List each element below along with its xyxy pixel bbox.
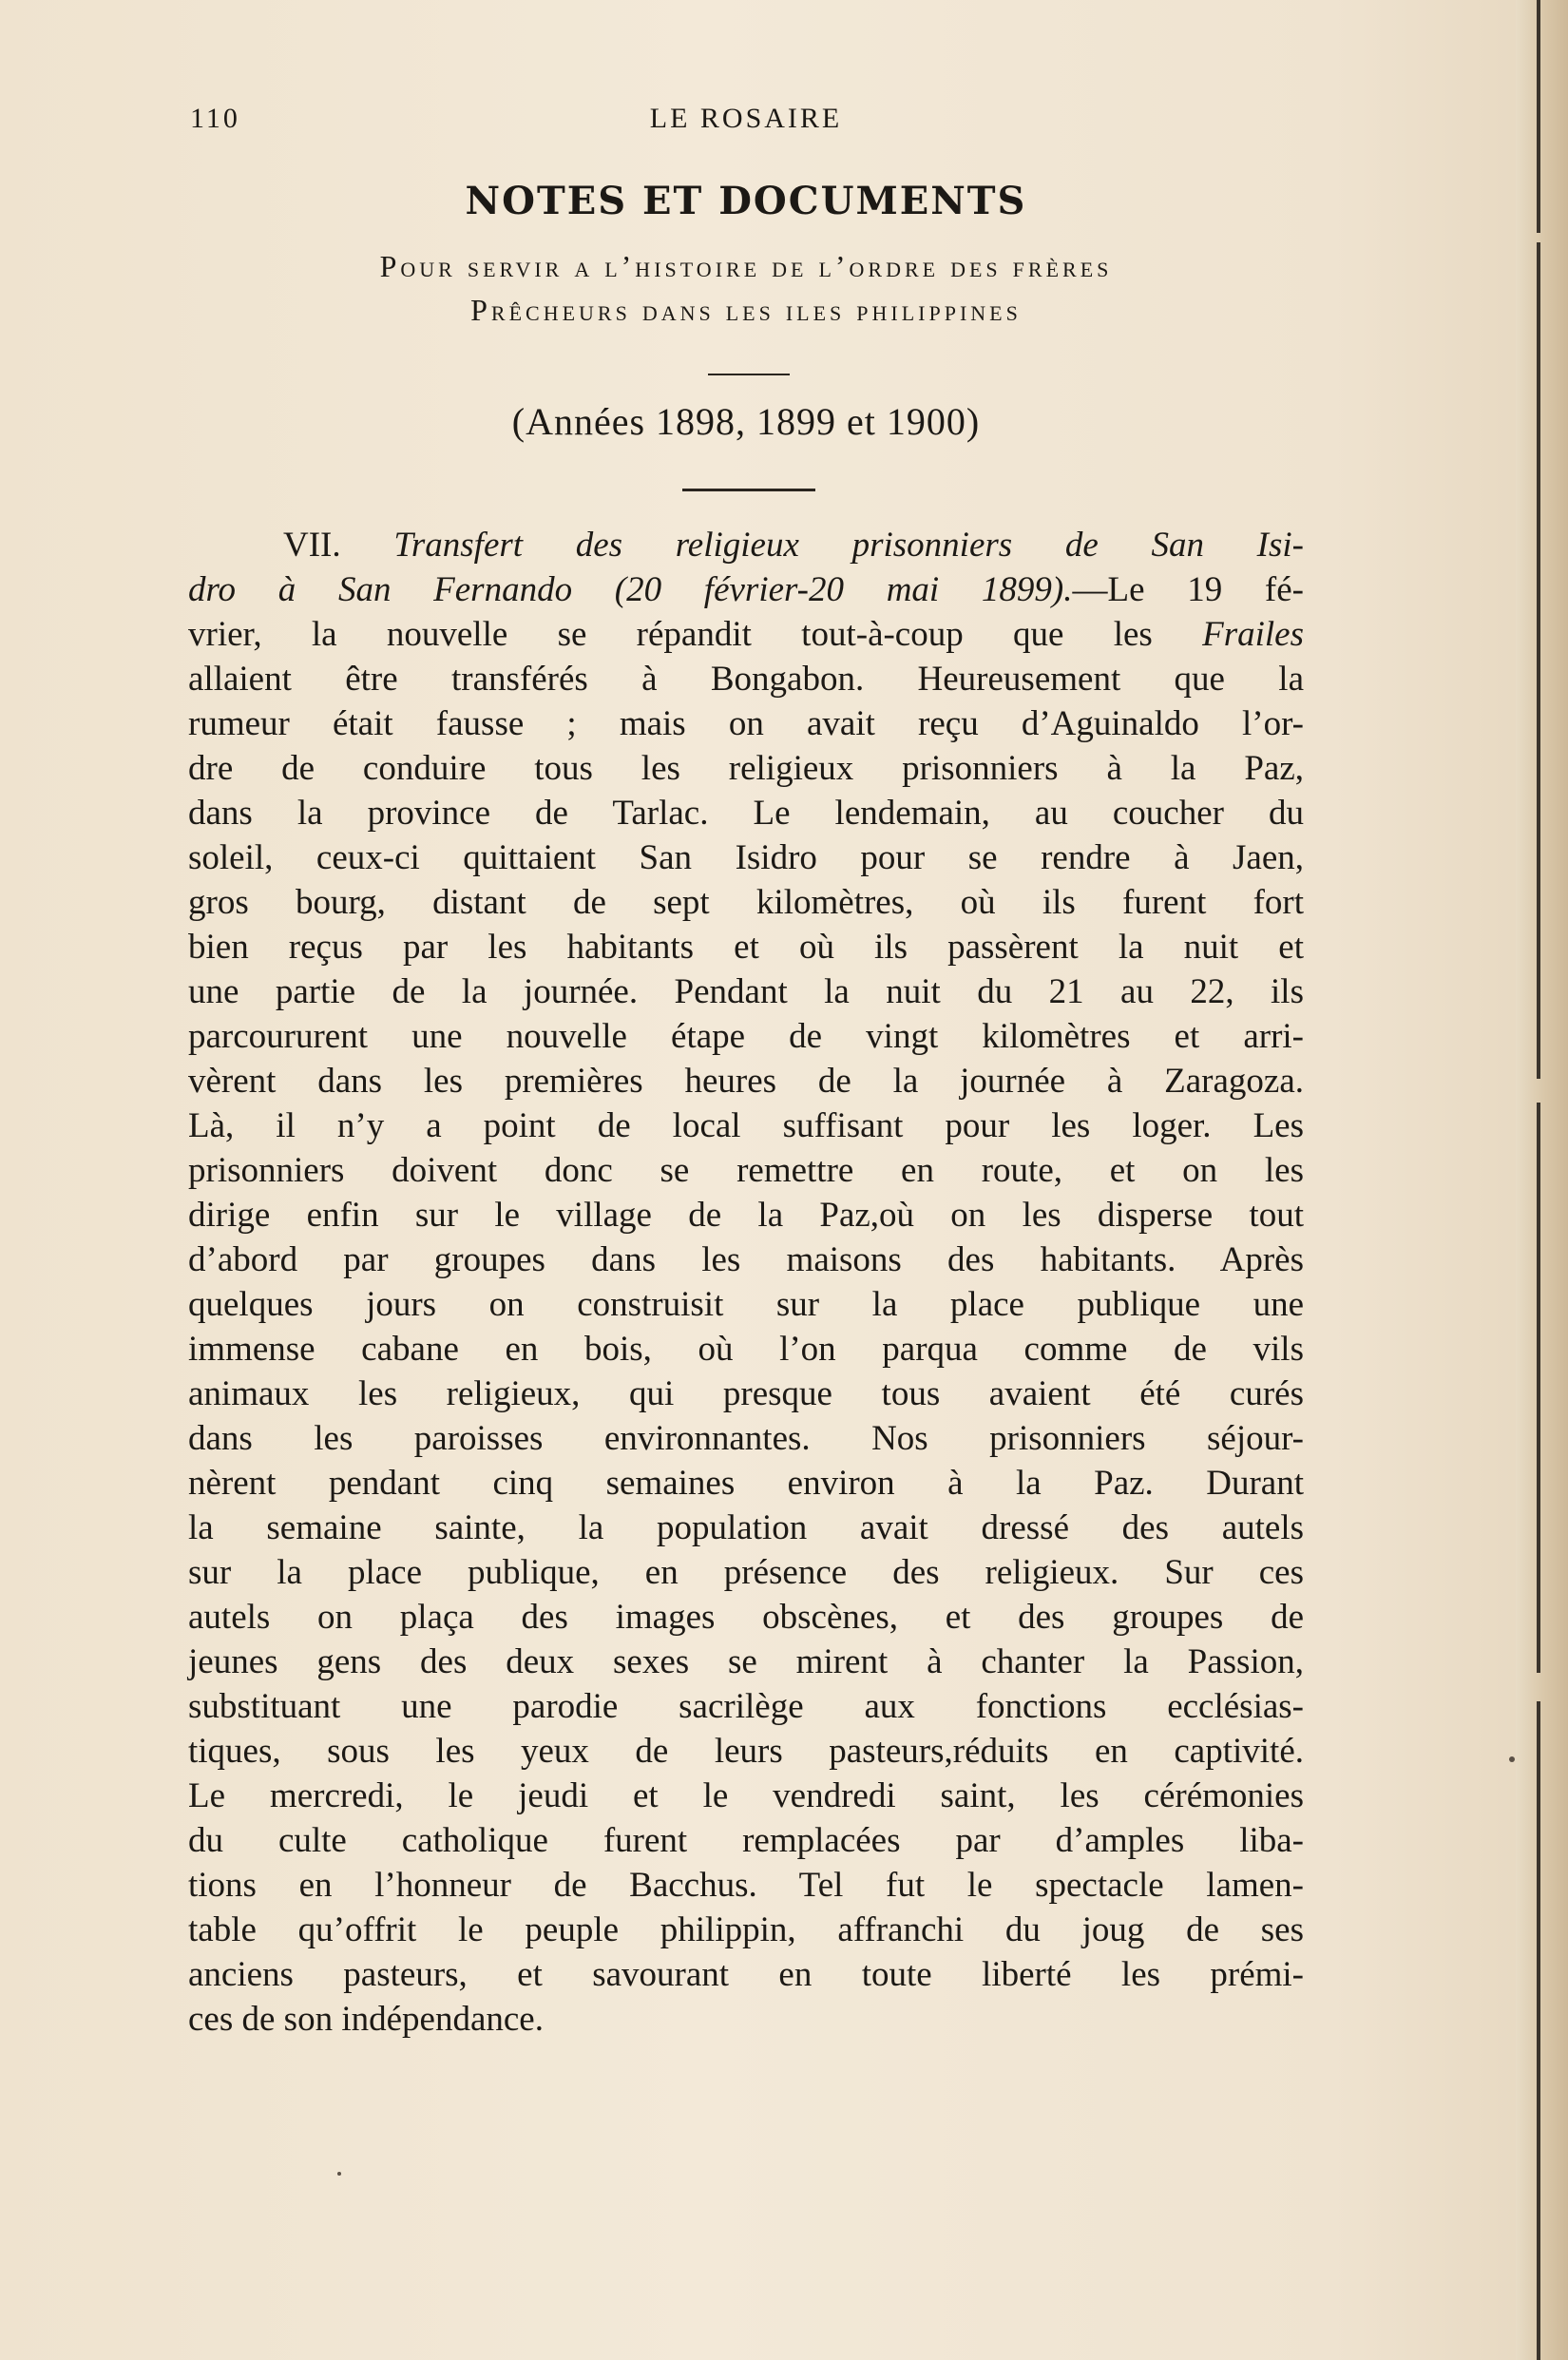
journal-title: LE ROSAIRE (649, 103, 843, 134)
section-line-tail: —Le 19 fé- (1072, 570, 1305, 609)
subtitle-line-2: Prêcheurs dans les iles philippines (470, 293, 1022, 327)
section-line: dans la province de Tarlac. Le lendemain, au coucher du (188, 794, 1304, 833)
frailes-term: Frailes (1202, 615, 1304, 654)
binding-thread (1537, 242, 1540, 1079)
page-speck (1509, 1756, 1515, 1762)
section-line: la semaine sainte, la population avait dressé des autels (188, 1508, 1304, 1547)
section-line: rumeur était fausse ; mais on avait reçu d’Aguinaldo l’or- (188, 704, 1304, 743)
section-line: gros bourg, distant de sept kilomètres, où ils furent fort (188, 883, 1304, 922)
section-heading-continued: dro à San Fernando (20 février-20 mai 1899). (188, 570, 1073, 609)
section-line: prisonniers doivent donc se remettre en route, et on les (188, 1151, 1304, 1190)
section-line: parcoururent une nouvelle étape de vingt kilomètres et arri- (188, 1017, 1304, 1056)
section-line-head: vrier, la nouvelle se répandit tout-à-coup que les (188, 615, 1203, 654)
section-line: table qu’offrit le peuple philippin, affranchi du joug de ses (188, 1910, 1304, 1949)
article-title: NOTES ET DOCUMENTS (465, 179, 1027, 223)
section-line: dre de conduire tous les religieux prisonniers à la Paz, (188, 749, 1304, 788)
section-line: substituant une parodie sacrilège aux fonctions ecclésias- (188, 1687, 1304, 1726)
section-line: autels on plaça des images obscènes, et des groupes de (188, 1598, 1304, 1637)
section-line: Là, il n’y a point de local suffisant pour les loger. Les (188, 1106, 1304, 1145)
subtitle-line-1: Pour servir a l’histoire de l’ordre des frères (379, 249, 1113, 283)
years-heading: (Années 1898, 1899 et 1900) (511, 400, 981, 443)
section-number: VII. (283, 526, 341, 565)
section-rule (682, 489, 815, 491)
section-line: tions en l’honneur de Bacchus. Tel fut le spectacle lamen- (188, 1866, 1304, 1905)
section-line: allaient être transférés à Bongabon. Heureusement que la (188, 660, 1304, 699)
section-line: nèrent pendant cinq semaines environ à la Paz. Durant (188, 1464, 1304, 1503)
binding-thread (1537, 1103, 1540, 1673)
section-line: vèrent dans les premières heures de la journée à Zaragoza. (188, 1062, 1304, 1101)
section-line: tiques, sous les yeux de leurs pasteurs,réduits en captivité. (188, 1732, 1304, 1771)
short-rule (708, 374, 790, 375)
section-line: d’abord par groupes dans les maisons des habitants. Après (188, 1240, 1304, 1279)
section-line (188, 567, 1304, 612)
section-line (188, 523, 1304, 567)
section-line: bien reçus par les habitants et où ils passèrent la nuit et (188, 928, 1304, 967)
section-line: soleil, ceux-ci quittaient San Isidro pour se rendre à Jaen, (188, 838, 1304, 877)
section-line (188, 612, 1304, 657)
section-line: ces de son indépendance. (188, 2000, 544, 2039)
section-line: animaux les religieux, qui presque tous avaient été curés (188, 1374, 1304, 1413)
page-number: 110 (190, 103, 240, 134)
section-line: du culte catholique furent remplacées par d’amples liba- (188, 1821, 1304, 1860)
page-speck (337, 2172, 341, 2176)
section-line: immense cabane en bois, où l’on parqua comme de vils (188, 1330, 1304, 1369)
section-line: quelques jours on construisit sur la place publique une (188, 1285, 1304, 1324)
binding-thread (1537, 1701, 1540, 2360)
section-line: dirige enfin sur le village de la Paz,où on les disperse tout (188, 1196, 1304, 1235)
section-line: dans les paroisses environnantes. Nos prisonniers séjour- (188, 1419, 1304, 1458)
section-body (188, 523, 1304, 2042)
section-line: une partie de la journée. Pendant la nuit du 21 au 22, ils (188, 972, 1304, 1011)
section-line: sur la place publique, en présence des religieux. Sur ces (188, 1553, 1304, 1592)
section-line: jeunes gens des deux sexes se mirent à chanter la Passion, (188, 1642, 1304, 1681)
section-line: Le mercredi, le jeudi et le vendredi saint, les cérémonies (188, 1776, 1304, 1815)
running-head (190, 103, 1302, 141)
binding-thread (1537, 0, 1540, 233)
section-heading: Transfert des religieux prisonniers de San Isi- (393, 526, 1304, 565)
section-line: anciens pasteurs, et savourant en toute liberté les prémi- (188, 1955, 1304, 1994)
book-binding-edge (1516, 0, 1568, 2360)
